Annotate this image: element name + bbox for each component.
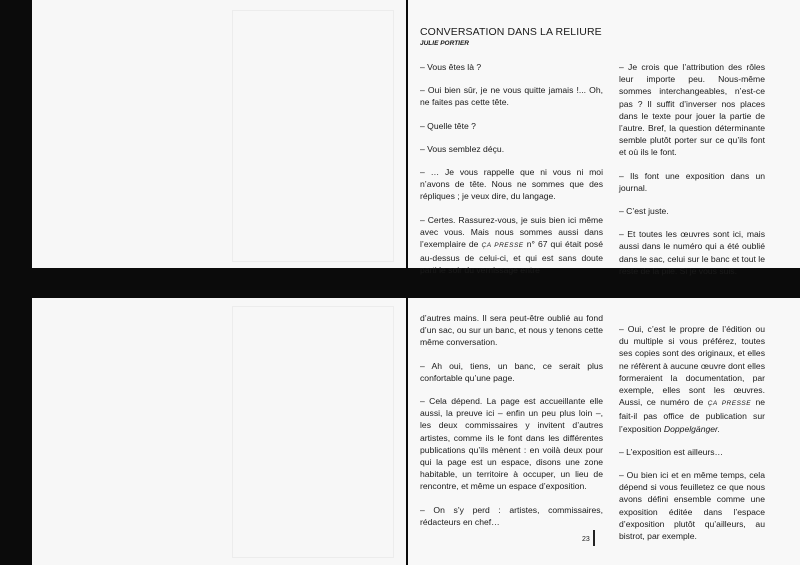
dialogue-line: – Vous êtes là ? (420, 62, 482, 72)
text-column-2 (619, 61, 765, 288)
dialogue-line: – … Je vous rappelle que ni vous ni moi n’avons de tête. Nous ne sommes que des répliques ; je veux dire, du langage. (420, 167, 603, 202)
exhibition-title: Doppelgänger. (663, 423, 720, 434)
dialogue-line: – Je crois que l’attribution des rôles leur importe peu. Nous-même sommes interchangeables, n’est-ce pas ? Il suffit d’inverser nos places dans le texte pour jouer la partie de l’autre. Bref, la question déterminante semble plutôt porter sur ce qu’ils font et où ils le font. (619, 62, 765, 158)
dialogue-line: – Ah oui, tiens, un banc, ce serait plus confortable qu’une page. (420, 360, 603, 383)
dialogue-line: – Vous semblez déçu. (420, 143, 505, 154)
dialogue-line: d’autres mains. Il sera peut-être oublié au fond d’un sac, ou sur un banc, et nous y tenons cette même conversation. (420, 313, 603, 348)
page-top-left (32, 0, 406, 268)
dialogue-line: – Certes. Rassurez-vous, je suis bien ici même avec vous. Mais nous sommes aussi dans l’exemplaire de ÇA PRESSE n° 67 qui était posé au-dessus de celui-ci, et qui est sans doute parti le soir du vernissage entre (420, 214, 603, 276)
page-number-rule (593, 530, 595, 546)
dialogue-line: – On s’y perd : artistes, commissaires, rédacteurs en chef… (420, 504, 603, 527)
bleed-through-frame (232, 306, 394, 558)
dialogue-line: – Ou bien ici et en même temps, cela dépend si vous feuilletez ce que nous avons défini ensemble comme une exposition éditée dans l’espace d’exposition plutôt qu’ailleurs, au bistrot, par exemple. (619, 470, 765, 542)
dialogue-line: – Ils font une exposition dans un journal. (619, 170, 765, 193)
page-bottom-left (32, 298, 406, 565)
dialogue-line: – Et toutes les œuvres sont ici, mais aussi dans le numéro qui a été oublié dans le sac, celui sur le banc et tout le reste de la pile. Si je vous suis. (619, 229, 765, 276)
text-column-1 (420, 61, 603, 288)
dialogue-line: – Quelle tête ? (420, 120, 476, 131)
page-number: 23 (582, 536, 590, 543)
text-column-3 (420, 312, 603, 539)
dialogue-line: – L’exposition est ailleurs… (619, 446, 724, 457)
article-author: JULIE PORTIER (420, 40, 470, 47)
journal-name: ÇA PRESSE (481, 242, 524, 250)
journal-name: ÇA PRESSE (707, 400, 752, 408)
text-column-4 (619, 323, 765, 553)
dialogue-line: – C’est juste. (619, 206, 669, 217)
bleed-through-frame (232, 10, 394, 262)
article-title: CONVERSATION DANS LA RELIURE (420, 26, 602, 38)
dialogue-line: – Cela dépend. La page est accueillante elle aussi, la preuve ici – enfin un peu plus loin –, les deux commissaires y invitent d’autres artistes, comme ils le font dans les différentes publications qu’ils mènent : en voilà deux pour qui la page est un espace, disons une zone habitable, un territoire à occuper, un lieu de rencontre, et même un espace d’exposition. (420, 396, 603, 492)
dialogue-line: – Oui, c’est le propre de l’édition ou du multiple si vous préférez, toutes ses copies sont des originaux, et elles ne réfèrent à aucune œuvre dont elles formeraient la documentation, par exemple, elles sont les œuvres. Aussi, ce numéro de ÇA PRESSE ne fait-il pas office de publication sur l’exposition Doppelgänger. (619, 324, 766, 434)
dialogue-line: – Oui bien sûr, je ne vous quitte jamais !... Oh, ne faites pas cette tête. (420, 85, 603, 108)
